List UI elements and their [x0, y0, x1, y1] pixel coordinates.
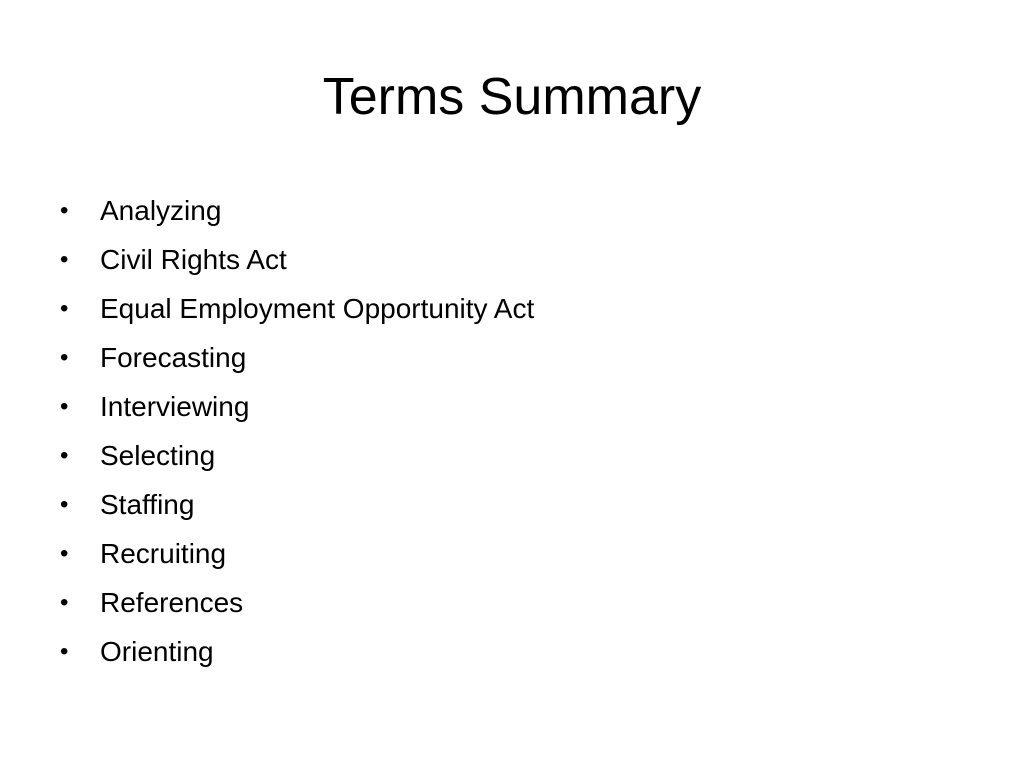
list-item — [56, 578, 534, 627]
bullet-list — [56, 186, 534, 676]
bullet-icon: • — [60, 392, 69, 420]
list-item — [56, 480, 534, 529]
list-item — [56, 333, 534, 382]
list-item-label: Equal Employment Opportunity Act — [100, 292, 535, 324]
list-item — [56, 382, 534, 431]
bullet-icon: • — [60, 196, 69, 224]
list-item — [56, 235, 534, 284]
list-item-label: Forecasting — [100, 341, 247, 373]
bullet-icon: • — [60, 441, 69, 469]
list-item-label: Recruiting — [100, 537, 227, 569]
list-item — [56, 431, 534, 480]
list-item-label: Selecting — [100, 439, 216, 471]
bullet-icon: • — [60, 588, 69, 616]
bullet-icon: • — [60, 294, 69, 322]
list-item — [56, 529, 534, 578]
list-item — [56, 627, 534, 676]
bullet-icon: • — [60, 490, 69, 518]
bullet-icon: • — [60, 539, 69, 567]
list-item-label: References — [100, 586, 244, 618]
slide-title: Terms Summary — [322, 68, 702, 126]
list-item — [56, 186, 534, 235]
list-item-label: Orienting — [100, 635, 214, 667]
bullet-icon: • — [60, 637, 69, 665]
bullet-icon: • — [60, 245, 69, 273]
list-item-label: Civil Rights Act — [100, 243, 287, 275]
bullet-icon: • — [60, 343, 69, 371]
list-item-label: Staffing — [100, 488, 195, 520]
list-item — [56, 284, 534, 333]
list-item-label: Interviewing — [100, 390, 250, 422]
list-item-label: Analyzing — [100, 194, 222, 226]
